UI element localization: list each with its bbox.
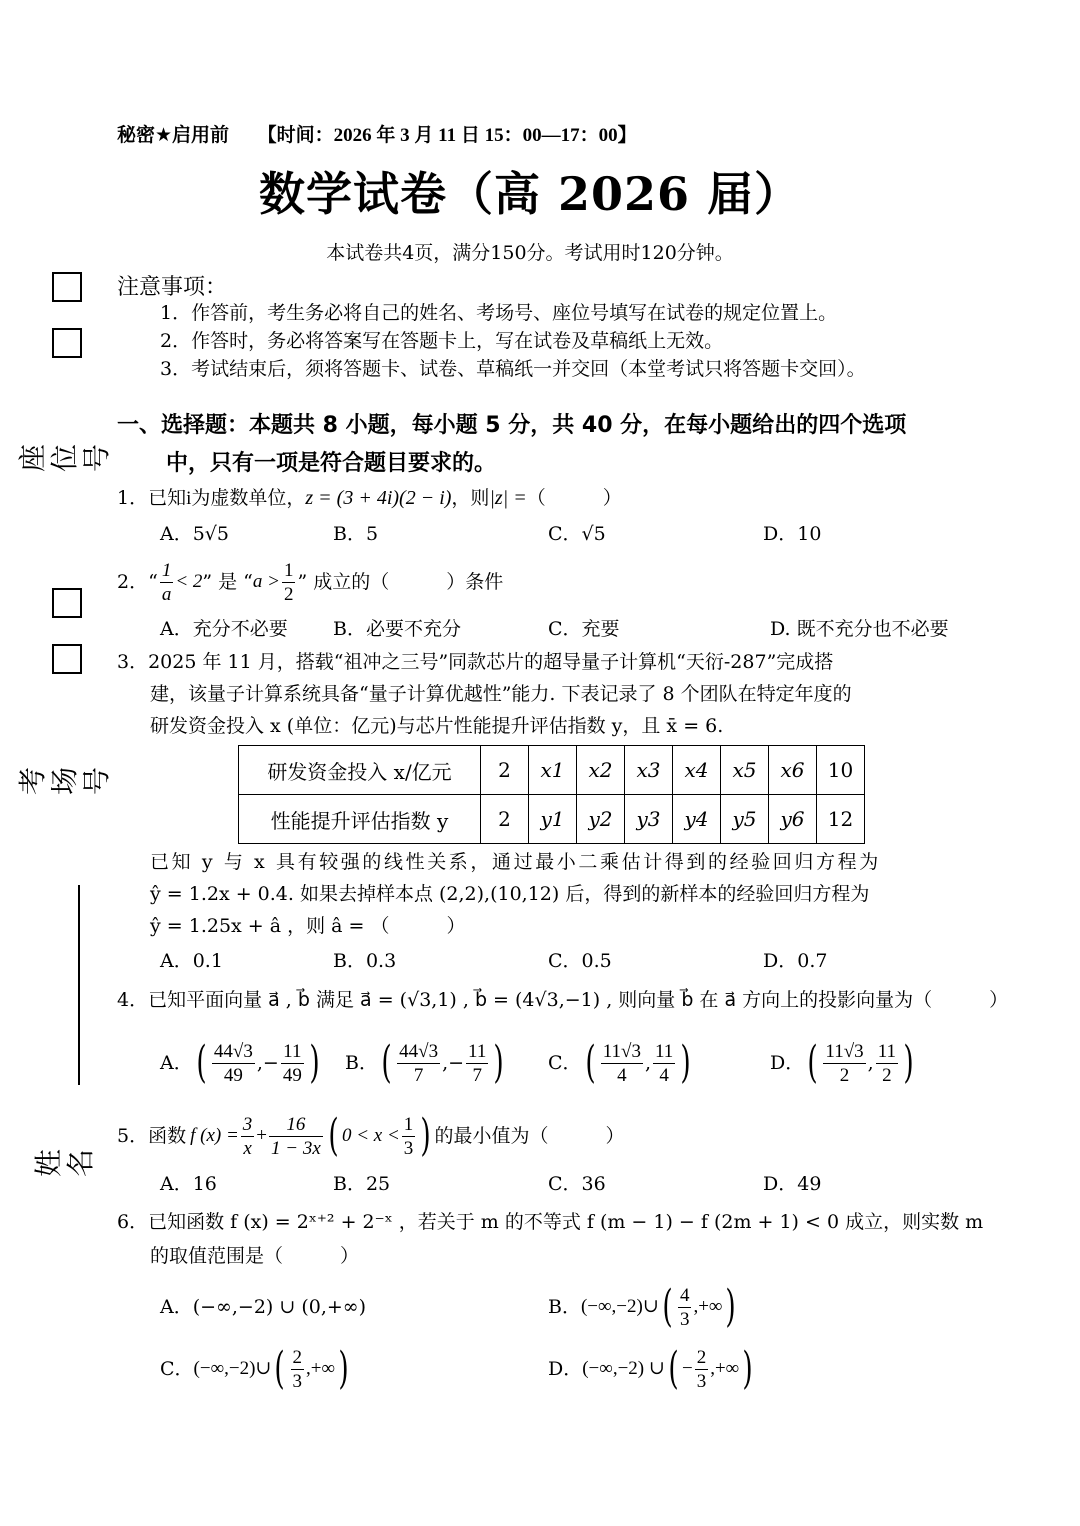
question-1-stem: 1．已知i为虚数单位，z = (3 + 4i)(2 − i)，则|z| =（ ） (117, 487, 622, 509)
q1-option-c[interactable]: C．√5 (548, 523, 606, 545)
question-3-line4: 已知 y 与 x 具有较强的线性关系，通过最小二乘估计得到的经验回归方程为 (150, 851, 881, 873)
question-3-line5: ŷ = 1.2x + 0.4. 如果去掉样本点 (2,2),(10,12) 后，得到的新样本的经验回归方程为 (150, 883, 870, 905)
seat-label: 座位号 (16, 443, 113, 472)
q6-option-a[interactable]: A．(−∞,−2) ∪ (0,+∞) (160, 1296, 367, 1318)
q4-option-d[interactable]: D． ( $\frac{11√3}{2}$ , $\frac{11}{2}$ ) (770, 1037, 914, 1088)
table-cell: x4 (673, 746, 721, 795)
question-5-stem: 5．函数 f (x) = $\frac{3}{x}$ + $\frac{16}{1 - 3x}$ ( 0 < x < $\frac{1}{3}$ ) 的最小值为（ ） (117, 1110, 625, 1161)
q1-option-b[interactable]: B．5 (333, 523, 379, 545)
q5-option-d[interactable]: D．49 (763, 1173, 822, 1195)
name-label: 姓 名 (32, 1120, 97, 1177)
table-row (239, 746, 865, 795)
data-table (238, 745, 865, 844)
seat-box-2[interactable] (52, 328, 82, 358)
table-cell: y2 (577, 795, 625, 844)
question-6-line2: 的取值范围是（ ） (150, 1245, 360, 1267)
table-cell: 10 (817, 746, 865, 795)
q2-option-c[interactable]: C．充要 (548, 618, 620, 640)
table-cell: x2 (577, 746, 625, 795)
name-write-line[interactable] (78, 885, 80, 1085)
q6-option-b[interactable]: B． (−∞,−2)∪ ( $\frac{4}{3}$ ,+∞ ) (548, 1281, 737, 1332)
q6-option-c[interactable]: C． (−∞,−2)∪ ( $\frac{2}{3}$ ,+∞ ) (160, 1343, 349, 1394)
q5-option-b[interactable]: B．25 (333, 1173, 391, 1195)
secret-mark: 秘密★启用前 【时间：2026 年 3 月 11 日 15：00—17：00】 (117, 124, 637, 146)
notice-heading: 注意事项： (117, 275, 228, 300)
notice-item-2: 2．作答时，务必将答案写在答题卡上，写在试卷及草稿纸上无效。 (160, 330, 724, 352)
seat-box-1[interactable] (52, 272, 82, 302)
table-cell: y3 (625, 795, 673, 844)
table-cell: 2 (481, 746, 529, 795)
table-cell: x6 (769, 746, 817, 795)
q6-option-d[interactable]: D． (−∞,−2) ∪ ( − $\frac{2}{3}$ ,+∞ ) (548, 1343, 753, 1394)
table-cell: x3 (625, 746, 673, 795)
q3-option-c[interactable]: C．0.5 (548, 950, 612, 972)
table-row-header: 性能提升评估指数 y (239, 795, 481, 844)
notice-item-1: 1．作答前，考生务必将自己的姓名、考场号、座位号填写在试卷的规定位置上。 (160, 302, 838, 324)
q1-option-d[interactable]: D．10 (763, 523, 822, 545)
q2-option-b[interactable]: B．必要不充分 (333, 618, 461, 640)
room-box-2[interactable] (52, 644, 82, 674)
q4-option-a[interactable]: A． ( $\frac{44√3}{49}$ ,− $\frac{11}{49}$ ) (160, 1037, 320, 1088)
question-2-stem: 2． “ $\frac{1}{a}$ < 2 ” 是 “ a > $\frac{1}{2}$ ” 成立的（ ）条件 (117, 559, 504, 605)
section-heading-line1: 一、选择题：本题共 8 小题，每小题 5 分，共 40 分，在每小题给出的四个选项 (117, 413, 907, 438)
table-cell: x5 (721, 746, 769, 795)
question-3-line3: 研发资金投入 x (单位：亿元)与芯片性能提升评估指数 y，且 x̄ = 6. (150, 715, 724, 737)
q2-option-a[interactable]: A．充分不必要 (160, 618, 288, 640)
notice-item-3: 3．考试结束后，须将答题卡、试卷、草稿纸一并交回（本堂考试只将答题卡交回）。 (160, 358, 866, 380)
room-label: 考场号 (16, 766, 113, 795)
table-cell: y4 (673, 795, 721, 844)
q3-option-d[interactable]: D．0.7 (763, 950, 828, 972)
question-3-line6: ŷ = 1.25x + â ，则 â = （ ） (150, 915, 466, 937)
page-title: 数学试卷（高 2026 届） (258, 167, 802, 221)
question-3-line2: 建，该量子计算系统具备“量子计算优越性”能力. 下表记录了 8 个团队在特定年度的 (150, 683, 852, 705)
table-cell: y5 (721, 795, 769, 844)
table-row-header: 研发资金投入 x/亿元 (239, 746, 481, 795)
q2-option-d[interactable]: D. 既不充分也不必要 (770, 618, 949, 640)
table-cell: y1 (529, 795, 577, 844)
question-3-line1: 3．2025 年 11 月，搭载“祖冲之三号”同款芯片的超导量子计算机“天衍-287”完成搭 (117, 651, 834, 673)
q3-option-b[interactable]: B．0.3 (333, 950, 397, 972)
table-cell: y6 (769, 795, 817, 844)
section-heading-line2: 中，只有一项是符合题目要求的。 (166, 451, 497, 476)
table-cell: 2 (481, 795, 529, 844)
table-cell: x1 (529, 746, 577, 795)
table-cell: 12 (817, 795, 865, 844)
room-box-1[interactable] (52, 588, 82, 618)
q4-option-b[interactable]: B． ( $\frac{44√3}{7}$ ,− $\frac{11}{7}$ ) (345, 1037, 505, 1088)
table-row (239, 795, 865, 844)
q3-option-a[interactable]: A．0.1 (160, 950, 223, 972)
q5-option-a[interactable]: A．16 (160, 1173, 217, 1195)
page-subtitle: 本试卷共4页，满分150分。考试用时120分钟。 (326, 242, 734, 264)
q5-option-c[interactable]: C．36 (548, 1173, 606, 1195)
q4-option-c[interactable]: C． ( $\frac{11√3}{4}$ , $\frac{11}{4}$ ) (548, 1037, 692, 1088)
question-4-stem: 4．已知平面向量 a⃗ , b⃗ 满足 a⃗ = (√3,1) , b⃗ = (4√3,−1) , 则向量 b⃗ 在 a⃗ 方向上的投影向量为（ ） (117, 989, 1009, 1011)
q1-option-a[interactable]: A．5√5 (160, 523, 230, 545)
question-6-line1: 6．已知函数 f (x) = 2ˣ⁺² + 2⁻ˣ ，若关于 m 的不等式 f (m − 1) − f (2m + 1) < 0 成立，则实数 m (117, 1211, 984, 1233)
